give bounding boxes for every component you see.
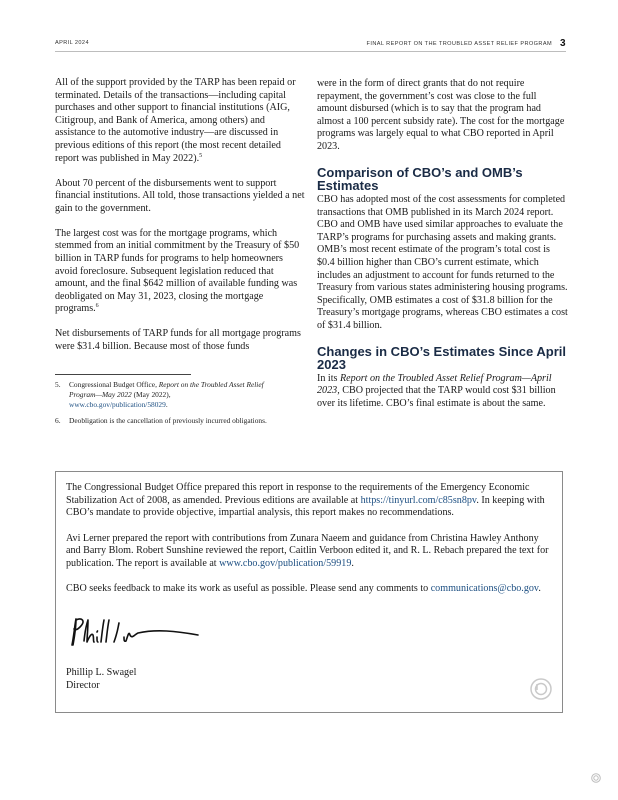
cbo-logo-icon (530, 678, 552, 700)
publication-link[interactable]: www.cbo.gov/publication/59919 (219, 557, 352, 569)
left-column (55, 77, 305, 366)
footnote-link[interactable]: www.cbo.gov/publication/58029 (69, 400, 166, 409)
paragraph: Net disbursements of TARP funds for all mortgage programs were $31.4 billion. Because most of those funds (55, 328, 301, 352)
info-box (55, 471, 563, 713)
running-header (55, 37, 566, 52)
box-paragraph: The Congressional Budget Office prepared this report in response to the requirements of the Emergency Economic Stabilization Act of 2008, as amended. Previous editions are available at https://tinyurl.com/c85sn8pv. In keeping with CBO’s mandate to provide objective, impartial analysis, this report makes no recommendations. (66, 482, 545, 519)
section-heading: Comparison of CBO’s and OMB’s Estimates (317, 164, 523, 193)
footnotes (55, 380, 270, 432)
paragraph: About 70 percent of the disbursements went to support financial institutions. All told, those transactions yielded a net gain to the government. (55, 177, 305, 214)
editions-link[interactable]: https://tinyurl.com/c85sn8pv (360, 494, 477, 506)
signatory-name: Phillip L. Swagel (66, 667, 137, 679)
footnote-ref[interactable]: 6 (95, 303, 99, 310)
signatory (66, 667, 552, 692)
signature (66, 615, 206, 651)
footnote-divider (55, 374, 191, 375)
box-paragraph: Avi Lerner prepared the report with contributions from Zunara Naeem and guidance from Christina Hawley Anthony and Barry Blom. Robert Sunshine reviewed the report, Caitlin Verboon edited it, and R. L. Rebach prepared the text for publication. The report is available at www.cbo.gov/publication/59919. (66, 532, 549, 569)
footnote: 5. Congressional Budget Office, Report on the Troubled Asset Relief Program—May 2022 (May 2022), www.cbo.gov/publication/58029. (55, 380, 264, 409)
paragraph: All of the support provided by the TARP has been repaid or terminated. Details of the transactions—including capital purchases and other support to financial institutions (AIG, Citigroup, and Bank of America, among others) and assistance to the automotive industry—are discussed in previous editions of this report (the most recent detailed report was published in May 2022).$^5$ (55, 77, 296, 164)
right-column (317, 78, 569, 423)
paragraph: were in the form of direct grants that do not require repayment, the government’s cost was close to the full amount disbursed (which is to say that the program had almost a 100 percent subsidy rate). The cost for the mortgage programs was largely equal to what CBO reported in April 2023. (317, 78, 565, 152)
section-heading: Changes in CBO’s Estimates Since April 2023 (317, 343, 566, 372)
header-right (367, 38, 566, 49)
email-link[interactable]: communications@cbo.gov (430, 583, 539, 595)
footnote-ref[interactable]: 5 (199, 152, 203, 159)
paragraph: The largest cost was for the mortgage programs, which stemmed from an initial commitment by the Treasury of $50 billion in TARP funds for programs to help homeowners avoid foreclosure. Subsequent legislation reduced that amount, and the final $642 million of available funding was deobligated on May 31, 2023, closing the mortgage programs.$^6$ (55, 227, 300, 315)
header-date: APRIL 2024 (55, 40, 89, 46)
header-report-title: FINAL REPORT ON THE TROUBLED ASSET RELIEF PROGRAM (366, 40, 553, 47)
page-number: 3 (560, 38, 566, 49)
footnote: 6. Deobligation is the cancellation of previously incurred obligations. (55, 416, 267, 425)
paragraph: In its Report on the Troubled Asset Relief Program—April 2023, CBO projected that the TARP would cost $31 billion over its lifetime. CBO’s final estimate is about the same. (317, 372, 556, 410)
paragraph: CBO has adopted most of the cost assessments for completed transactions that OMB published in its March 2024 report. CBO and OMB have used similar approaches to evaluate the TARP’s programs for purchasing assets and making grants. OMB’s most recent estimate of the program’s total cost is $0.4 billion higher than CBO’s current estimate, which includes an adjustment to account for funds returned to the Treasury from various states administering housing programs. Specifically, OMB estimates a cost of $31.8 billion for the Treasury’s mortgage programs, whereas CBO estimates a cost of $31.4 billion. (317, 193, 568, 331)
box-paragraph: CBO seeks feedback to make its work as useful as possible. Please send any comments to communications@cbo.gov. (66, 583, 541, 595)
signatory-title: Director (66, 679, 100, 691)
cbo-page-logo-icon (591, 773, 601, 783)
